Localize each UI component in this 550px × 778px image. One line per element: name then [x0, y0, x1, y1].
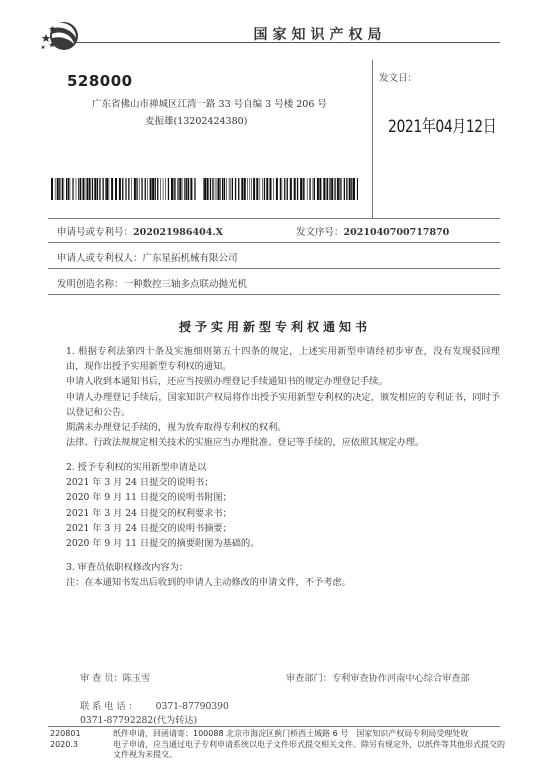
paragraph-1: 1. 根据专利法第四十条及实施细则第五十四条的规定，上述实用新型申请经初步审查，没有发现驳回理由，现作出授予实用新型专利权的通知。: [66, 346, 500, 373]
filing-note-line: 电子申请，应当通过电子专利申请系统以电子文件形式提交相关文件。除另有规定外，以纸件等其他形式提交的: [113, 739, 505, 749]
document-item: 2021 年 3 月 24 日提交的说明书摘要；: [66, 522, 232, 534]
paragraph-3-note: 注：在本通知书发出后收到的申请人主动修改的申请文件，不予考虑。: [66, 577, 351, 589]
application-number: 申请号或专利号：202021986404.X: [57, 227, 224, 238]
document-item: 2020 年 9 月 11 日提交的说明书附图；: [66, 492, 232, 504]
recipient-address: 广东省佛山市禅城区江湾一路 33 号自编 3 号楼 206 号: [92, 99, 327, 110]
form-code: 220801: [50, 729, 81, 738]
document-item: 2021 年 3 月 24 日提交的说明书；: [66, 477, 214, 489]
notice-body: [66, 344, 500, 450]
barcode: [51, 178, 196, 200]
document-item: 2020 年 9 月 11 日提交的摘要附图为基础的。: [66, 538, 260, 550]
paragraph-1a: 申请人收到本通知书后，还应当按照办理登记手续通知书的规定办理登记手续。: [66, 376, 388, 388]
notice-section-2: [66, 460, 500, 551]
examiner: 审 查 员：陈玉雪: [80, 673, 151, 684]
header-rule: [75, 42, 500, 43]
notice-title: 授予实用新型专利权通知书: [178, 320, 371, 334]
barcode: [203, 178, 358, 200]
contact-phone-2: 0371-87792282(代为转达): [80, 715, 198, 726]
form-date: 2020.3: [50, 740, 78, 749]
notice-section-3: [66, 560, 500, 590]
send-date-label: 发文日：: [379, 73, 418, 84]
paragraph-1d: 法律、行政法规规定相关技术的实施应当办理批准、登记等手续的，应依照其规定办理。: [66, 437, 425, 449]
invention-title: 发明创造名称：一种数控三轴多点联动抛光机: [57, 279, 248, 290]
postal-code: 528000: [67, 72, 133, 90]
paragraph-1b: 申请人办理登记手续后，国家知识产权局将作出授予实用新型专利权的决定，颁发相应的专利证书，同时予以登记和公告。: [66, 391, 500, 418]
recipient-person: 麦振雄(13202424380): [145, 116, 248, 127]
applicant: 申请人或专利权人：广东星拓机械有限公司: [57, 253, 238, 264]
document-serial: 发文序号：2021040700717870: [296, 227, 450, 238]
filing-note-line: 文件视为未提交。: [113, 750, 177, 759]
examining-department: 审查部门：专利审查协作河南中心综合审查部: [286, 673, 470, 684]
field-rule: [48, 268, 500, 269]
send-date: 2021年04月12日: [388, 117, 497, 137]
field-rule: [48, 242, 500, 243]
paragraph-1c: 期满未办理登记手续的，视为放弃取得专利权的权利。: [66, 422, 287, 434]
footer-rule: [48, 726, 500, 727]
contact-phone: 联 系 电 话 ： 0371-87790390: [80, 701, 229, 712]
filing-note: [113, 729, 508, 761]
office-name: 国家知识产权局: [253, 27, 387, 43]
address-divider: [372, 60, 373, 218]
paragraph-2: 2. 授予专利权的实用新型申请是以: [66, 462, 207, 473]
field-rule: [48, 294, 500, 295]
filing-note-line: 纸件申请，回函请寄：100088 北京市海淀区蓟门桥西土城路 6 号 国家知识产权局专利局受理处收: [113, 729, 469, 738]
field-rule: [48, 218, 500, 219]
document-item: 2021 年 3 月 24 日提交的权利要求书；: [66, 507, 232, 519]
paragraph-3: 3. 审查员依职权修改内容为：: [66, 562, 188, 573]
